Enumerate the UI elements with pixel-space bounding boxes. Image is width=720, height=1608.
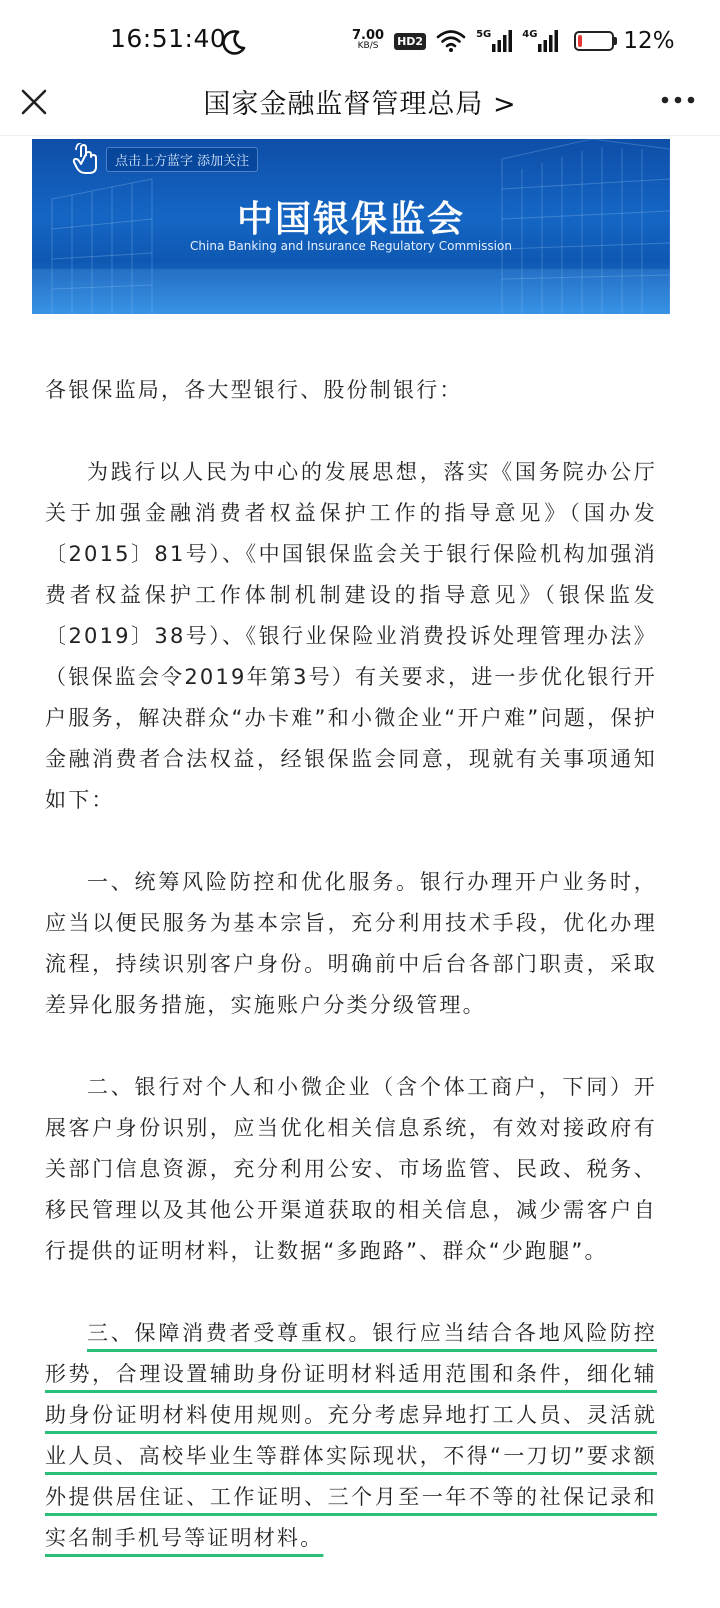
header-banner: [32, 139, 670, 314]
battery-percent: 12%: [623, 28, 675, 54]
more-options-icon[interactable]: [660, 92, 696, 108]
status-bar: [0, 0, 720, 80]
banner-subtitle: China Banking and Insurance Regulatory Commission: [190, 239, 512, 253]
banner-title: 中国银保监会: [236, 199, 465, 240]
speed-unit: KB/S: [357, 41, 379, 51]
do-not-disturb-icon: [220, 28, 248, 56]
battery-indicator: [574, 28, 674, 54]
signal-bars-icon: [492, 30, 512, 52]
item-3-paragraph: [45, 1313, 657, 1559]
battery-icon: [574, 31, 614, 51]
account-title-link[interactable]: 国家金融监督管理总局 >: [203, 89, 517, 120]
nav-bar: [0, 80, 720, 136]
signal-bars-icon: [538, 30, 558, 52]
battery-level: [578, 35, 582, 47]
highlighted-text: 三、保障消费者受尊重权。银行应当结合各地风险防控形势，合理设置辅助身份证明材料适用范围和条件，细化辅助身份证明材料使用规则。充分考虑异地打工人员、灵活就业人员、高校毕业生等群体实际现状，不得“一刀切”要求额外提供居住证、工作证明、三个月至一年不等的社保记录和实名制手机号等证明材料。: [45, 1321, 657, 1550]
item-2-paragraph: 二、银行对个人和小微企业（含个体工商户，下同）开展客户身份识别，应当优化相关信息系统，有效对接政府有关部门信息资源，充分利用公安、市场监管、民政、税务、移民管理以及其他公开渠道获取的相关信息，减少需客户自行提供的证明材料，让数据“多跑路”、群众“少跑腿”。: [45, 1075, 657, 1263]
network-type-2: 4G: [522, 29, 538, 40]
tap-hand-icon: [72, 143, 98, 175]
article-body: [45, 370, 657, 1600]
hd-badge: HD2: [394, 33, 426, 50]
network-speed: [352, 30, 384, 52]
battery-tip: [614, 37, 617, 45]
item-1-paragraph: 一、统筹风险防控和优化服务。银行办理开户业务时，应当以便民服务为基本宗旨，充分利用技术手段，优化办理流程，持续识别客户身份。明确前中后台各部门职责，采取差异化服务措施，实施账户分类分级管理。: [45, 870, 657, 1017]
intro-paragraph: 为践行以人民为中心的发展思想，落实《国务院办公厅关于加强金融消费者权益保护工作的指导意见》（国办发〔2015〕81号）、《中国银保监会关于银行保险机构加强消费者权益保护工作体制机制建设的指导意见》（银保监发〔2019〕38号）、《银行业保险业消费投诉处理管理办法》（银保监会令2019年第3号）有关要求，进一步优化银行开户服务，解决群众“办卡难”和小微企业“开户难”问题，保护金融消费者合法权益，经银保监会同意，现就有关事项通知如下：: [45, 460, 657, 812]
cellular-signal-2: [522, 30, 558, 52]
network-type-1: 5G: [476, 29, 492, 40]
follow-tip-label: 点击上方蓝字 添加关注: [106, 147, 258, 172]
wifi-icon: [436, 29, 466, 53]
clock: 16:51:40: [110, 24, 227, 53]
speed-value: 7.00: [352, 28, 385, 43]
follow-tip: [72, 147, 258, 171]
salutation: 各银保监局，各大型银行、股份制银行：: [45, 378, 463, 402]
cellular-signal-1: [476, 30, 512, 52]
